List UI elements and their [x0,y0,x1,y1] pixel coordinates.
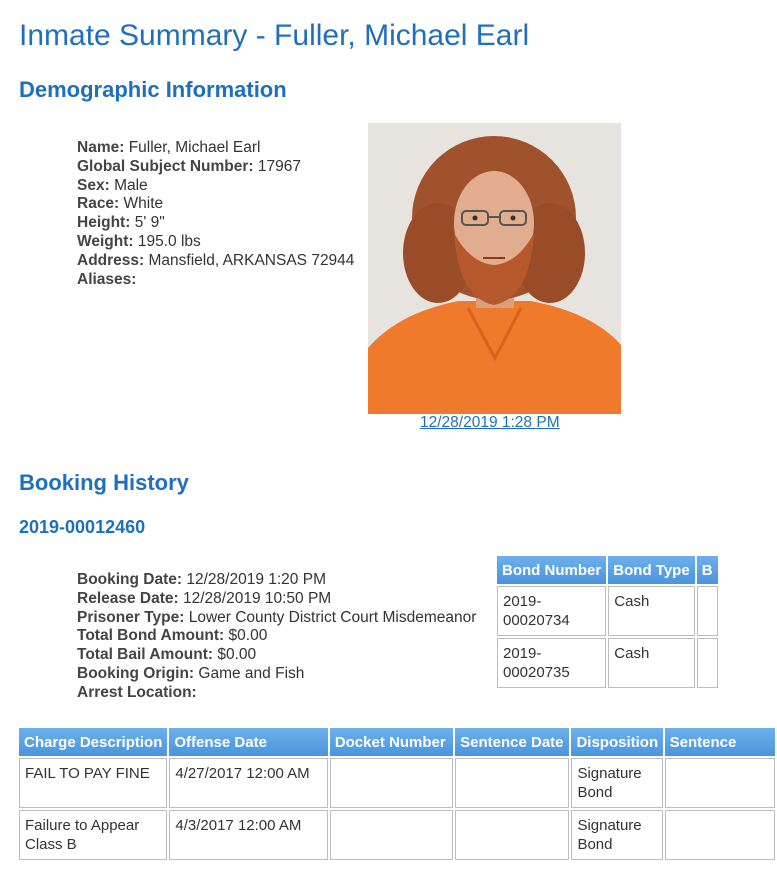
bond-type-cell: Cash [608,586,694,636]
charge-table-header [19,728,775,756]
field-sex: Sex: Male [77,176,148,194]
col-offense-date[interactable]: Offense Date [169,728,327,756]
bond-extra-cell [697,638,718,688]
field-height: Height: 5' 9" [77,214,165,232]
field-address: Address: Mansfield, ARKANSAS 72944 [77,251,355,269]
field-booking-date: Booking Date: 12/28/2019 1:20 PM [77,571,326,588]
col-bond-extra[interactable]: B [697,556,718,584]
sentence-cell [665,810,775,860]
booking-history-heading: Booking History [19,470,189,495]
docket-number-cell [330,758,453,808]
page-title: Inmate Summary - Fuller, Michael Earl [19,19,530,52]
field-total-bond-amount: Total Bond Amount: $0.00 [77,627,268,645]
field-weight: Weight: 195.0 lbs [77,232,201,250]
table-row [497,638,718,688]
demographic-fields [77,139,354,289]
bond-number-cell: 2019-00020735 [497,638,606,688]
photo-date-link[interactable]: 12/28/2019 1:28 PM [420,414,560,431]
disposition-cell: Signature Bond [571,758,662,808]
demographic-heading: Demographic Information [19,77,287,102]
field-race: Race: White [77,195,164,213]
col-bond-number[interactable]: Bond Number [497,556,606,584]
bond-extra-cell [697,586,718,636]
col-charge-description[interactable]: Charge Description [19,728,167,756]
charge-description-cell: Failure to Appear Class B [19,810,167,860]
bond-number-cell: 2019-00020734 [497,586,606,636]
col-sentence-date[interactable]: Sentence Date [455,728,569,756]
charge-table-container [17,726,737,860]
bond-table [495,554,720,690]
field-booking-origin: Booking Origin: Game and Fish [77,664,305,682]
table-row [497,586,718,636]
field-total-bail-amount: Total Bail Amount: $0.00 [77,646,257,664]
mugshot-image [368,123,621,414]
field-name: Name: Fuller, Michael Earl [77,139,261,156]
field-arrest-location: Arrest Location: [77,683,197,701]
charge-description-cell: FAIL TO PAY FINE [19,758,167,808]
field-release-date: Release Date: 12/28/2019 10:50 PM [77,589,332,607]
booking-number: 2019-00012460 [19,517,146,537]
bond-type-cell: Cash [608,638,694,688]
col-disposition[interactable]: Disposition [571,728,662,756]
offense-date-cell: 4/3/2017 12:00 AM [169,810,327,860]
table-row [19,810,775,860]
col-sentence[interactable]: Sentence [665,728,775,756]
field-prisoner-type: Prisoner Type: Lower County District Court Misdemeanor [77,608,477,626]
bond-table-container [495,554,720,681]
sentence-date-cell [455,810,569,860]
sentence-cell [665,758,775,808]
col-bond-type[interactable]: Bond Type [608,556,694,584]
col-docket-number[interactable]: Docket Number [330,728,453,756]
bond-table-header [497,556,718,584]
charge-table [17,726,777,862]
sentence-date-cell [455,758,569,808]
table-row [19,758,775,808]
docket-number-cell [330,810,453,860]
field-aliases: Aliases: [77,270,137,288]
offense-date-cell: 4/27/2017 12:00 AM [169,758,327,808]
field-global-subject-number: Global Subject Number: 17967 [77,157,301,175]
disposition-cell: Signature Bond [571,810,662,860]
inmate-photo[interactable] [368,123,621,414]
booking-fields [77,571,476,703]
